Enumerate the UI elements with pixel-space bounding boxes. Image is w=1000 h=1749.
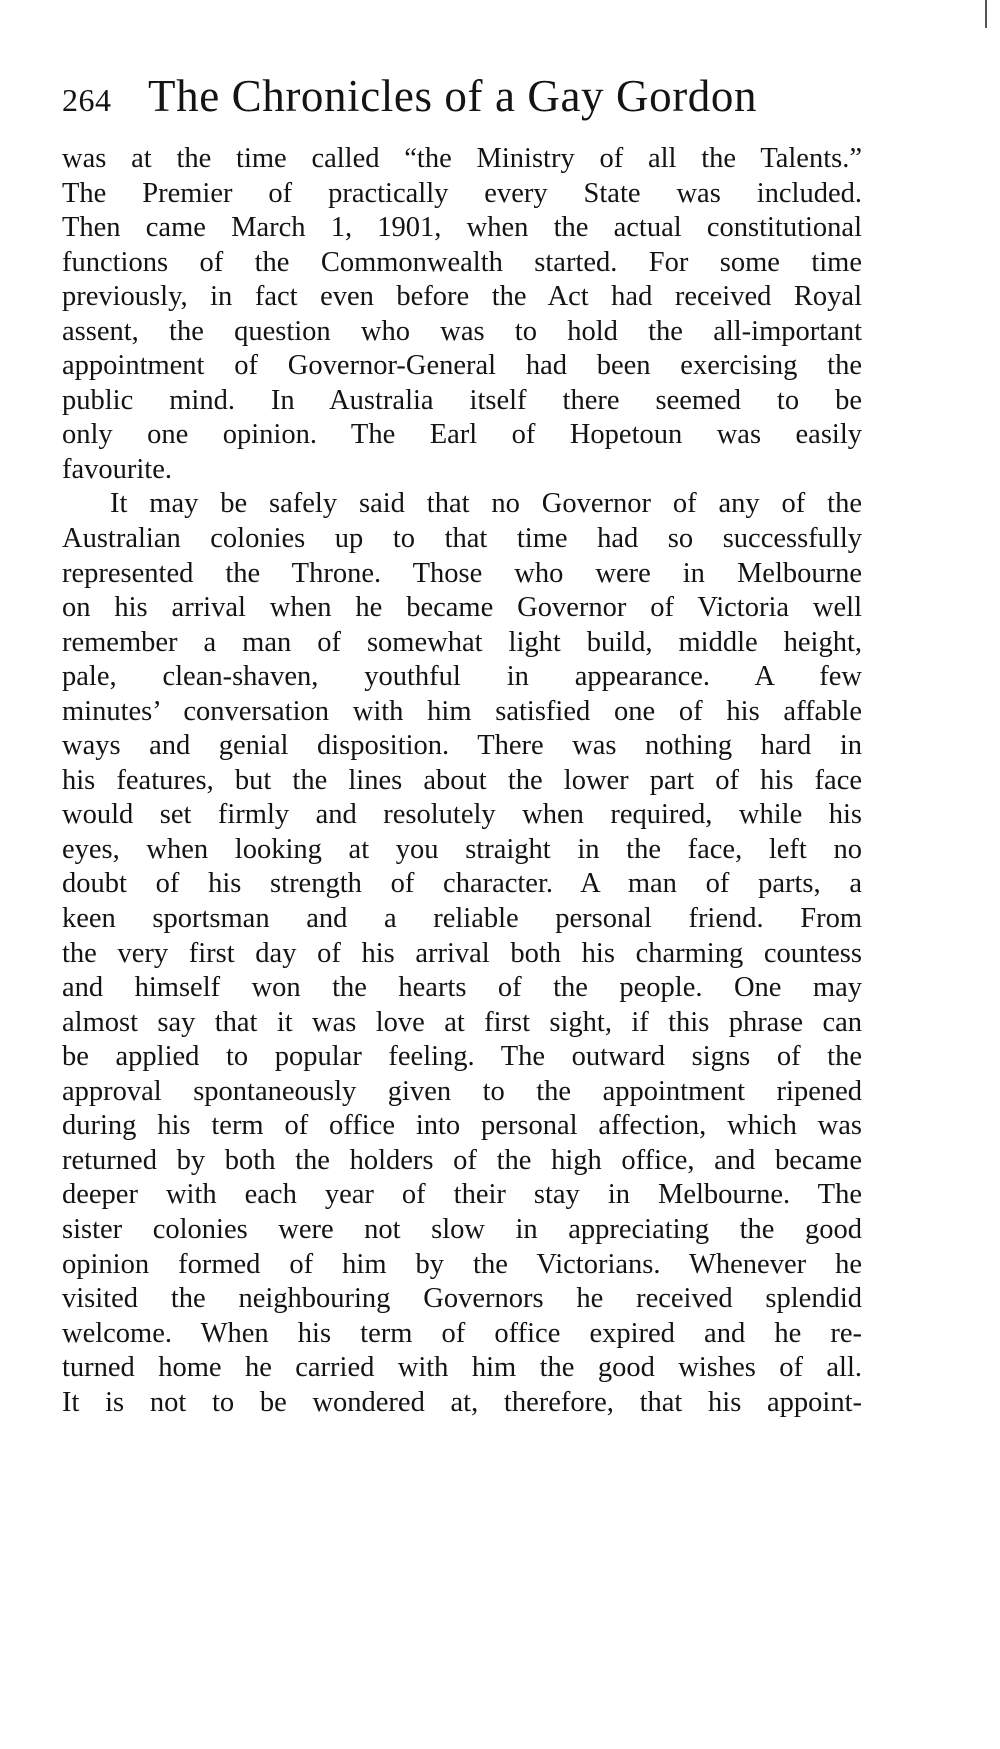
text-line: approval spontaneously given to the appointment ripened bbox=[62, 1075, 862, 1107]
text-line: his features, but the lines about the lower part of his face bbox=[62, 764, 862, 796]
text-line: during his term of office into personal affection, which was bbox=[62, 1110, 862, 1142]
text-line: almost say that it was love at first sight, if this phrase can bbox=[62, 1006, 862, 1038]
paragraph bbox=[62, 487, 862, 1420]
book-page bbox=[62, 70, 862, 1420]
scan-edge-mark bbox=[985, 0, 987, 28]
text-line: welcome. When his term of office expired and he re- bbox=[62, 1317, 862, 1349]
text-line: would set firmly and resolutely when required, while his bbox=[62, 799, 862, 831]
text-line: ways and genial disposition. There was nothing hard in bbox=[62, 730, 862, 762]
text-line: returned by both the holders of the high office, and became bbox=[62, 1144, 862, 1176]
text-line: favourite. bbox=[62, 453, 172, 485]
page-heading: The Chronicles of a Gay Gordon bbox=[148, 71, 758, 121]
text-line: deeper with each year of their stay in Melbourne. The bbox=[62, 1179, 862, 1211]
text-line: remember a man of somewhat light build, middle height, bbox=[62, 626, 862, 658]
paragraph bbox=[62, 142, 862, 487]
text-line: eyes, when looking at you straight in the face, left no bbox=[62, 833, 862, 865]
body-text bbox=[62, 142, 862, 1420]
running-head bbox=[62, 70, 862, 140]
text-line: minutes’ conversation with him satisfied one of his affable bbox=[62, 695, 862, 727]
text-line: keen sportsman and a reliable personal friend. From bbox=[62, 903, 862, 935]
text-line: was at the time called “the Ministry of all the Talents.” bbox=[62, 143, 862, 174]
page-number: 264 bbox=[62, 82, 112, 118]
text-line: appointment of Governor-General had been exercising the bbox=[62, 350, 862, 382]
text-line: be applied to popular feeling. The outward signs of the bbox=[62, 1041, 862, 1073]
text-line: and himself won the hearts of the people. One may bbox=[62, 972, 862, 1004]
text-line: Australian colonies up to that time had so successfully bbox=[62, 523, 862, 555]
text-line: functions of the Commonwealth started. For some time bbox=[62, 246, 862, 278]
text-line: turned home he carried with him the good wishes of all. bbox=[62, 1352, 862, 1384]
text-line: only one opinion. The Earl of Hopetoun was easily bbox=[62, 419, 862, 451]
text-line: The Premier of practically every State was included. bbox=[62, 177, 862, 209]
text-line: doubt of his strength of character. A man of parts, a bbox=[62, 868, 862, 900]
text-line: sister colonies were not slow in appreciating the good bbox=[62, 1213, 862, 1245]
text-line: visited the neighbouring Governors he received splendid bbox=[62, 1283, 862, 1315]
text-line: the very first day of his arrival both his charming countess bbox=[62, 937, 862, 969]
text-line: pale, clean-shaven, youthful in appearance. A few bbox=[62, 661, 862, 693]
text-line: on his arrival when he became Governor of Victoria well bbox=[62, 592, 862, 624]
text-line: public mind. In Australia itself there seemed to be bbox=[62, 384, 862, 416]
text-line: Then came March 1, 1901, when the actual constitutional bbox=[62, 212, 862, 244]
text-line: represented the Throne. Those who were in Melbourne bbox=[62, 557, 862, 589]
text-line: opinion formed of him by the Victorians. Whenever he bbox=[62, 1248, 862, 1280]
text-line: assent, the question who was to hold the all-important bbox=[62, 315, 862, 347]
text-line: It may be safely said that no Governor of any of the bbox=[110, 488, 862, 520]
text-line: It is not to be wondered at, therefore, that his appoint- bbox=[62, 1386, 862, 1418]
text-line: previously, in fact even before the Act had received Royal bbox=[62, 281, 862, 313]
